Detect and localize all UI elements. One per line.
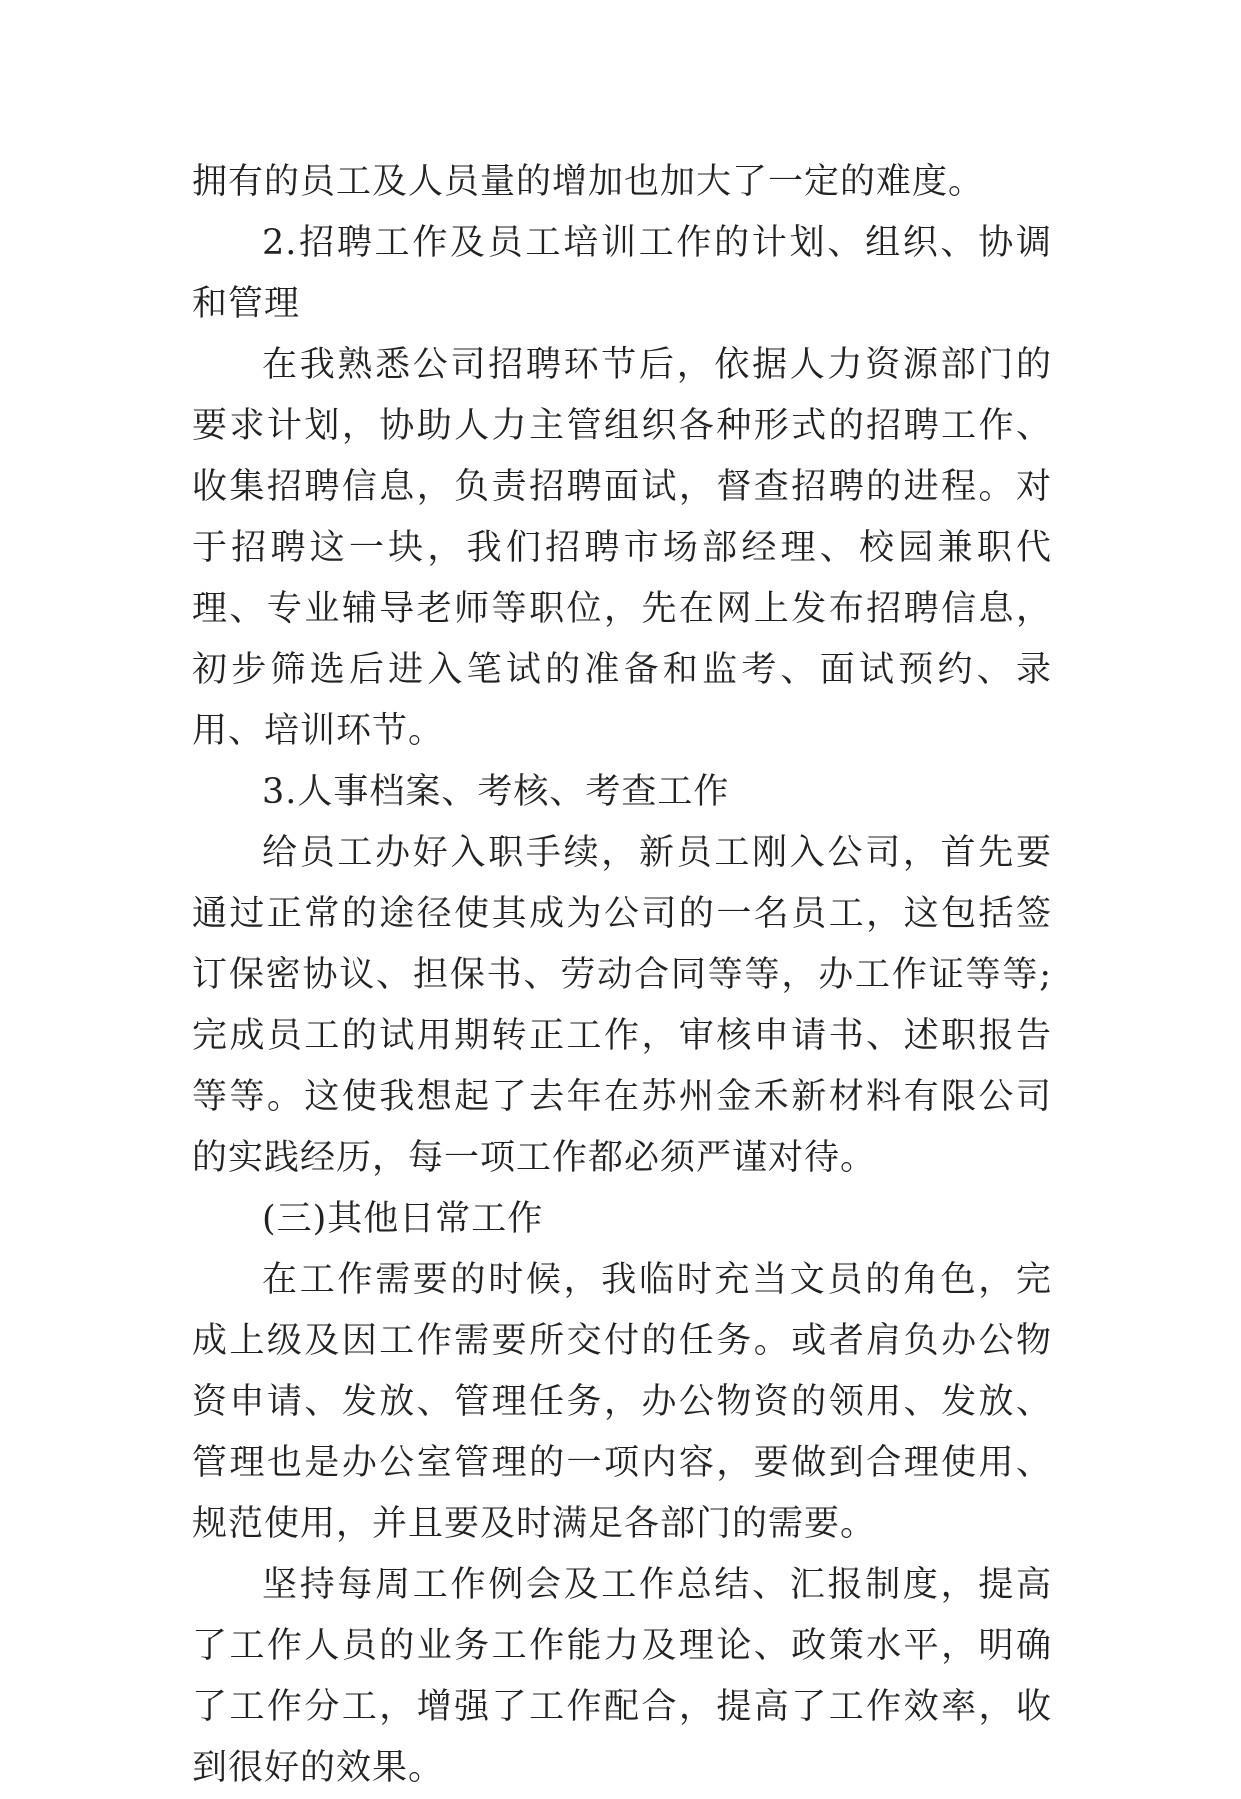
document-body [192,152,1052,1799]
section-heading: (三)其他日常工作 [262,1199,544,1239]
section-heading: 2.招聘工作及员工培训工作的计划、组织、协调和管理 [192,223,1052,324]
paragraph: 在工作需要的时候，我临时充当文员的角色，完成上级及因工作需要所交付的任务。或者肩负办公物资申请、发放、管理任务，办公物资的领用、发放、管理也是办公室管理的一项内容，要做到合理使用、规范使用，并且要及时满足各部门的需要。 [192,1260,1052,1544]
paragraph: 坚持每周工作例会及工作总结、汇报制度，提高了工作人员的业务工作能力及理论、政策水平，明确了工作分工，增强了工作配合，提高了工作效率，收到很好的效果。 [192,1565,1052,1788]
paragraph: 给员工办好入职手续，新员工刚入公司，首先要通过正常的途径使其成为公司的一名员工，这包括签订保密协议、担保书、劳动合同等等，办工作证等等;完成员工的试用期转正工作，审核申请书、述职报告等等。这使我想起了去年在苏州金禾新材料有限公司的实践经历，每一项工作都必须严谨对待。 [192,833,1052,1178]
paragraph: 在我熟悉公司招聘环节后，依据人力资源部门的要求计划，协助人力主管组织各种形式的招聘工作、收集招聘信息，负责招聘面试，督查招聘的进程。对于招聘这一块，我们招聘市场部经理、校园兼职代理、专业辅导老师等职位，先在网上发布招聘信息，初步筛选后进入笔试的准备和监考、面试预约、录用、培训环节。 [192,345,1052,751]
paragraph: 拥有的员工及人员量的增加也加大了一定的难度。 [192,162,985,202]
section-heading: 3.人事档案、考核、考查工作 [262,772,730,812]
